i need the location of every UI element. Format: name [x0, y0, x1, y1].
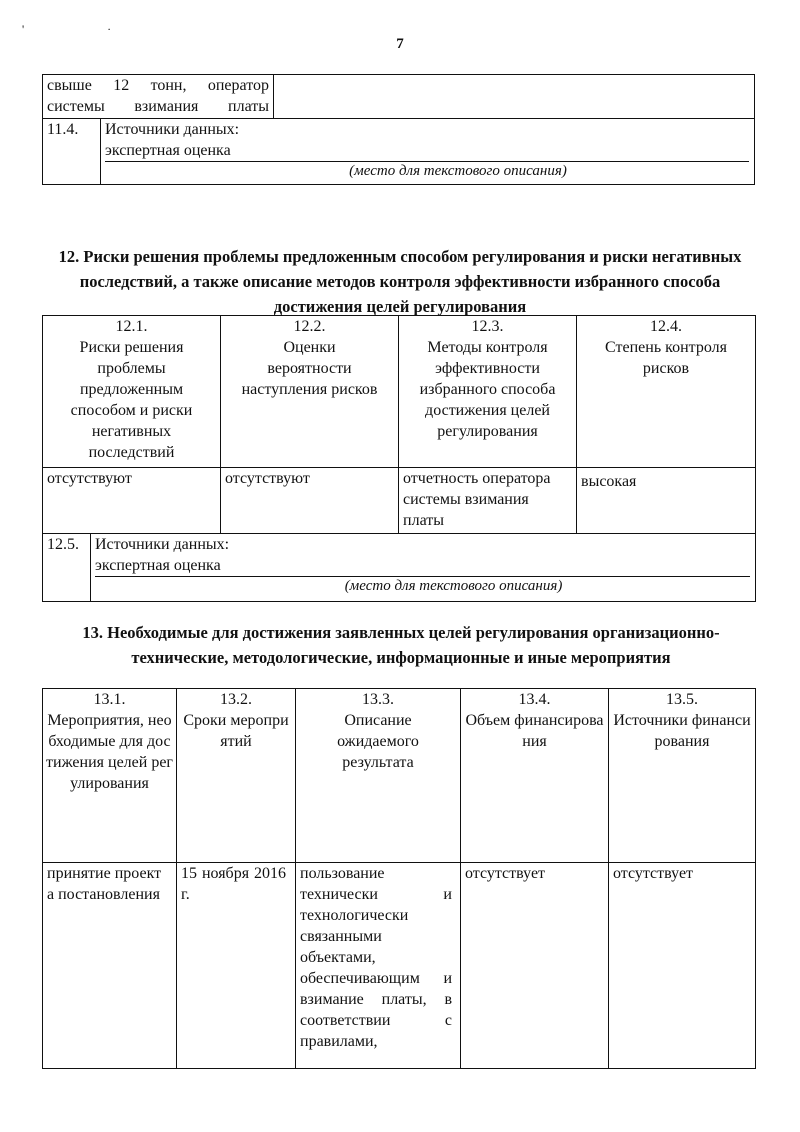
header-13-5: 13.5. Источники финансирования — [609, 689, 756, 863]
cell-13-funding-source: отсутствует — [609, 863, 756, 1069]
source-value: экспертная оценка — [105, 140, 749, 162]
table-12 — [42, 315, 756, 602]
header-13-1: 13.1. Мероприятия, необходимые для достижения целей регулирования — [43, 689, 177, 863]
header-13-4: 13.4. Объем финансирования — [461, 689, 609, 863]
table-13 — [42, 688, 756, 1069]
header-12-4: 12.4. Степень контроля рисков — [577, 316, 756, 468]
cell-12-control-level: высокая — [577, 468, 756, 534]
header-12-3: 12.3. Методы контроля эффективности избранного способа достижения целей регулирования — [399, 316, 577, 468]
cell-13-measures: принятие проекта постановления — [43, 863, 177, 1069]
table-11 — [42, 74, 755, 185]
header-13-3: 13.3. Описание ожидаемого результата — [296, 689, 461, 863]
header-13-2: 13.2. Сроки мероприятий — [177, 689, 296, 863]
cell-12-probability: отсутствуют — [221, 468, 399, 534]
source-label: Источники данных: — [95, 536, 230, 553]
text-placeholder: (место для текстового описания) — [349, 163, 567, 179]
scan-marks: ' · — [22, 22, 152, 36]
cell-13-result: пользование технически и технологически связанными объектами, обеспечивающим и взимание платы, в соответствии с правилами, — [296, 863, 461, 1069]
header-12-1: 12.1. Риски решения проблемы предложенным способом и риски негативных последствий — [43, 316, 221, 468]
cell-11-row1-empty — [274, 75, 755, 119]
source-label: Источники данных: — [105, 121, 240, 138]
cell-12-risks: отсутствуют — [43, 468, 221, 534]
header-12-2: 12.2. Оценки вероятности наступления рисков — [221, 316, 399, 468]
cell-11-row1-text: свыше 12 тонн, оператор системы взимания платы — [43, 75, 274, 119]
cell-13-funding-amount: отсутствует — [461, 863, 609, 1069]
section-13-title: 13. Необходимые для достижения заявленных целей регулирования организационно-технические, методологические, информационные и иные мероприятия — [82, 623, 720, 667]
cell-12-5-num: 12.5. — [43, 534, 91, 602]
cell-12-methods: отчетность оператора системы взимания платы — [399, 468, 577, 534]
page-number: 7 — [396, 36, 404, 52]
cell-11-4-num: 11.4. — [43, 119, 101, 185]
section-12-title: 12. Риски решения проблемы предложенным способом регулирования и риски негативных последствий, а также описание методов контроля эффективности избранного способа достижения целей регулирования — [58, 247, 742, 316]
cell-13-deadline: 15 ноября 2016 г. — [177, 863, 296, 1069]
text-placeholder: (место для текстового описания) — [344, 578, 563, 594]
cell-11-4-source — [101, 119, 755, 185]
cell-12-5-source — [91, 534, 756, 602]
source-value: экспертная оценка — [95, 555, 750, 577]
